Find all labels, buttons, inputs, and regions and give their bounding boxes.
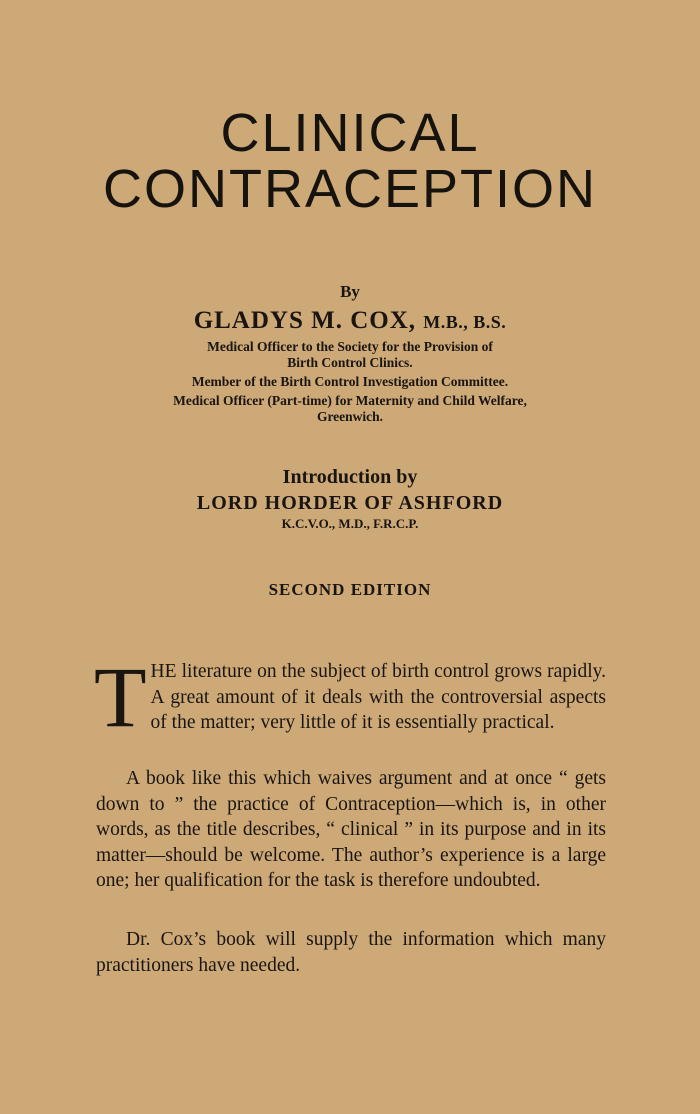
paragraph-2: A book like this which waives argument and at once “ gets down to ” the practice of Contraception—which is, in other words, as the title describes, “ clinical ” in its purpose and in its matter—should be welcome. The author’s experience is a large one; her qualification for the task is therefore undoubted.	[96, 768, 606, 891]
title-line-1: CLINICAL	[220, 103, 480, 163]
author-name: GLADYS M. COX,	[193, 307, 417, 334]
edition-label: SECOND EDITION	[268, 580, 432, 599]
introduction-name: LORD HORDER OF ASHFORD	[196, 492, 504, 514]
introduction-degrees: K.C.V.O., M.D., F.R.C.P.	[281, 516, 419, 531]
paragraph-1	[94, 649, 606, 745]
author-credential: Greenwich.	[316, 409, 384, 424]
title-line-2: CONTRACEPTION	[102, 159, 598, 219]
author-line	[0, 307, 700, 335]
author-credential: Medical Officer to the Society for the Provision of	[207, 339, 493, 354]
paragraph-3: Dr. Cox’s book will supply the information which many practitioners have needed.	[96, 929, 606, 976]
author-degrees: M.B., B.S.	[423, 312, 507, 332]
author-credential: Birth Control Clinics.	[287, 355, 413, 370]
byline: By	[340, 282, 360, 301]
author-credential: Member of the Birth Control Investigation Committee.	[191, 374, 509, 389]
introduction-label: Introduction by	[282, 466, 418, 488]
paragraph-1-text: HE literature on the subject of birth control grows rapidly. A great amount of it deals with the controversial aspects of the matter; very little of it is essentially practical.	[150, 661, 606, 733]
drop-cap: T	[94, 649, 147, 745]
author-credential: Medical Officer (Part-time) for Maternity and Child Welfare,	[173, 393, 527, 408]
